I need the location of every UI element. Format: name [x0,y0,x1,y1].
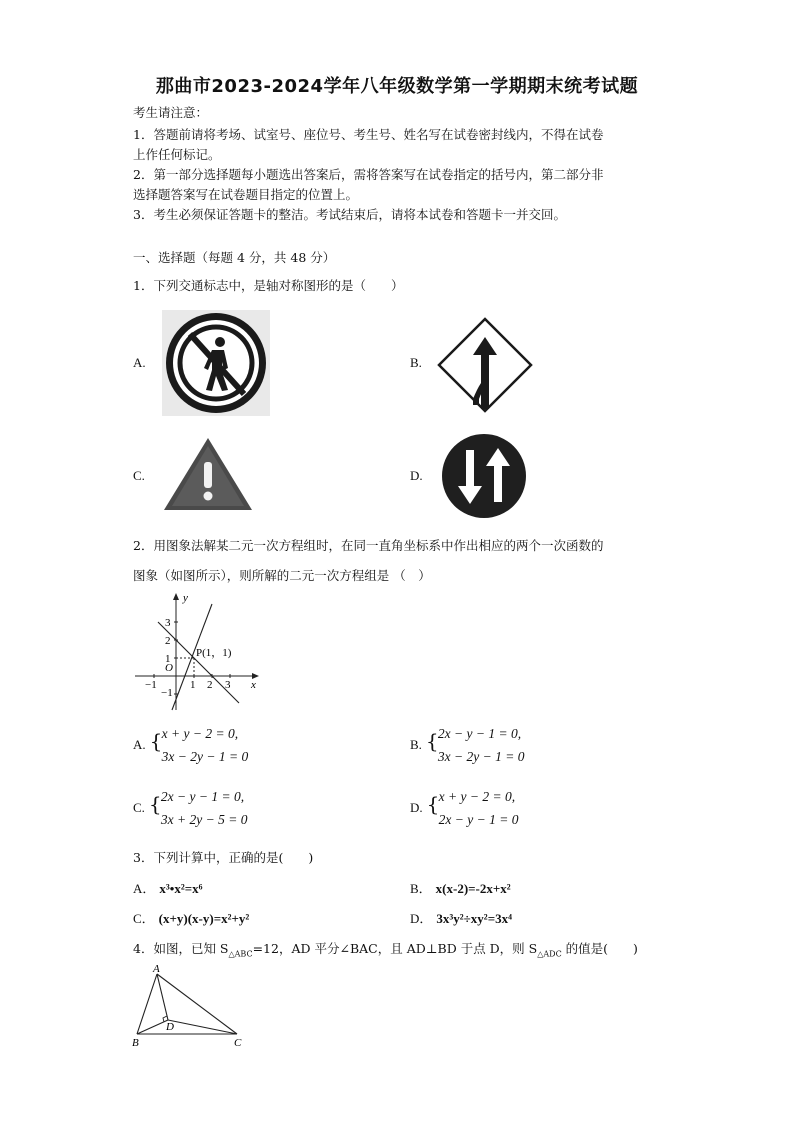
q2-option-d-row-1: x + y − 2 = 0, [438,789,516,804]
q2-option-d-system [427,785,519,831]
warning-triangle-sign-icon [162,436,254,512]
brace-icon: { [148,792,162,816]
two-way-traffic-sign-icon [440,432,528,520]
q2-option-b-system [426,722,525,768]
q2-option-b-row-1: 2x − y − 1 = 0, [437,726,522,741]
q3-option-d-label: D． [410,911,433,926]
q3-option-c-label: C． [133,911,155,926]
q3-option-c[interactable] [133,908,249,927]
x-tick-1: 1 [190,679,196,691]
q2-option-a-row-1: x + y − 2 = 0, [161,726,239,741]
q1-option-a-label: A. [133,355,146,370]
q2-option-a-row-2: 3x − 2y − 1 = 0 [161,749,249,764]
q4-stem [133,939,638,959]
merge-lane-sign-icon [437,317,533,413]
q3-option-c-expr: (x+y)(x-y)=x²+y² [158,911,250,926]
exam-notes [133,103,663,225]
q2-option-b-label: B. [410,737,422,752]
notes-heading: 考生请注意： [133,105,209,120]
q3-option-b[interactable] [410,878,511,897]
q4-stem-part-2: =12，AD 平分∠BAC，且 AD⊥BD 于点 D，则 S [252,941,538,956]
linear-functions-graph [133,590,263,712]
vertex-b-label: B [132,1037,139,1049]
brace-icon: { [425,729,439,753]
q2-option-d-row-2: 2x − y − 1 = 0 [438,812,519,827]
brace-icon: { [426,792,440,816]
no-pedestrian-sign-icon [162,310,270,416]
y-tick-3: 3 [165,617,171,629]
q3-option-b-expr: x(x-2)=-2x+x² [435,881,511,896]
y-tick-minus-1: −1 [161,687,173,699]
notes-item-1-line-2: 上作任何标记。 [133,147,221,162]
vertex-a-label: A [153,963,160,975]
q3-option-b-label: B． [410,881,432,896]
q2-option-c-system [149,785,248,831]
q2-stem-line-1: 2．用图象法解某二元一次方程组时，在同一直角坐标系中作出相应的两个一次函数的 [133,538,604,553]
q2-option-d[interactable] [410,785,518,831]
x-axis-label: x [251,679,256,691]
q1-option-d-label: D. [410,468,423,483]
q2-option-d-label: D. [410,800,423,815]
x-tick-2: 2 [207,679,213,691]
q2-option-c-label: C. [133,800,145,815]
notes-item-2-line-1: 2．第一部分选择题每小题选出答案后，需将答案写在试卷指定的括号内，第二部分非 [133,167,604,182]
q1-stem: 1．下列交通标志中，是轴对称图形的是（ ） [133,278,404,293]
x-tick-3: 3 [225,679,231,691]
q2-option-a-system [150,722,249,768]
q2-option-c-row-1: 2x − y − 1 = 0, [160,789,245,804]
origin-label: O [165,662,173,674]
page-title: 那曲市2023-2024学年八年级数学第一学期期末统考试题 [155,76,639,97]
q3-option-a[interactable] [133,878,203,897]
q3-option-a-expr: x³•x²=x⁶ [159,881,203,896]
x-tick-minus-1: −1 [145,679,157,691]
y-axis-arrow-icon [173,593,179,600]
point-d-label: D [166,1021,174,1033]
q3-option-d[interactable] [410,908,512,927]
q4-stem-part-3: 的值是( ) [561,941,638,956]
y-axis-label: y [183,592,188,604]
q2-option-a-label: A. [133,737,146,752]
notes-item-2-line-2: 选择题答案写在试卷题目指定的位置上。 [133,187,359,202]
q2-stem-line-2: 图象（如图所示），则所解的二元一次方程组是 （ ） [133,568,431,583]
q1-option-b-label: B. [410,355,422,370]
q2-option-c[interactable] [133,785,247,831]
notes-item-1-line-1: 1．答题前请将考场、试室号、座位号、考生号、姓名写在试卷密封线内，不得在试卷 [133,127,604,142]
q3-stem: 3．下列计算中，正确的是( ) [133,850,314,865]
brace-icon: { [149,729,163,753]
triangle-abc-figure [130,962,250,1052]
y-tick-1: 1 [165,653,171,665]
point-p-label: P(1，1) [196,647,232,659]
q4-stem-sub-adc: △ADC [537,949,562,959]
q3-option-d-expr: 3x³y²÷xy²=3x⁴ [436,911,513,926]
q2-option-c-row-2: 3x + 2y − 5 = 0 [160,812,248,827]
q2-option-b-row-2: 3x − 2y − 1 = 0 [437,749,525,764]
q3-option-a-label: A． [133,881,156,896]
vertex-c-label: C [234,1037,242,1049]
q4-stem-sub-abc: △ABC [228,949,253,959]
q2-option-b[interactable] [410,722,524,768]
q2-option-a[interactable] [133,722,248,768]
section-heading: 一、选择题（每题 4 分，共 48 分） [133,250,336,265]
y-tick-2: 2 [165,635,171,647]
q4-stem-part-1: 4．如图，已知 S [133,941,229,956]
q1-option-c-label: C. [133,468,145,483]
notes-item-3: 3．考生必须保证答题卡的整洁。考试结束后，请将本试卷和答题卡一并交回。 [133,207,566,222]
